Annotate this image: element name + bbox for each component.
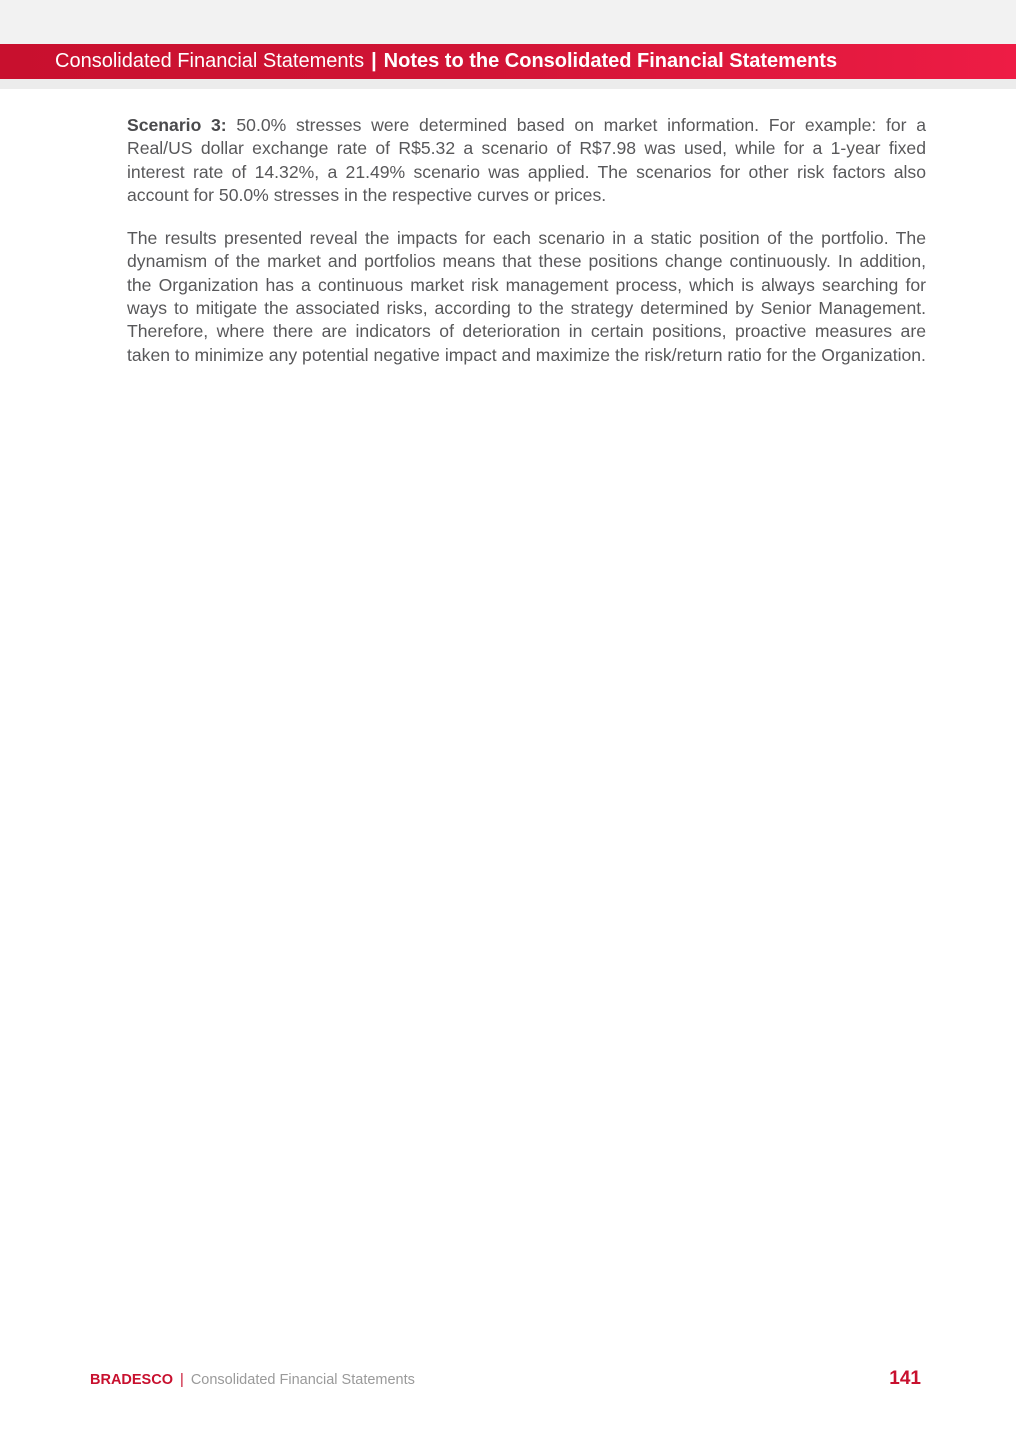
page-header-banner	[0, 44, 1016, 79]
header-document-title: Consolidated Financial Statements	[55, 50, 365, 72]
footer-document-title: Consolidated Financial Statements	[190, 1372, 415, 1388]
top-margin-strip	[0, 0, 1016, 44]
header-section-title: Notes to the Consolidated Financial Statements	[383, 50, 838, 72]
main-content	[127, 114, 926, 387]
scenario-3-text: 50.0% stresses were determined based on market information. For example: for a Real/US dollar exchange rate of R$5.32 a scenario of R$7.98 was used, while for a 1-year fixed interest rate of 14.32%, a 21.49% scenario was applied. The scenarios for other risk factors also account for 50.0% stresses in the respective curves or prices.	[127, 115, 926, 205]
header-divider	[0, 79, 1016, 89]
footer-brand-name: BRADESCO	[90, 1372, 173, 1388]
scenario-3-label: Scenario 3:	[127, 115, 227, 135]
header-separator: |	[371, 50, 377, 72]
footer-separator: |	[180, 1372, 184, 1388]
results-paragraph: The results presented reveal the impacts for each scenario in a static position of the portfolio. The dynamism of the market and portfolios means that these positions change continuously. In addition, the Organization has a continuous market risk management process, which is always searching for ways to mitigate the associated risks, according to the strategy determined by Senior Management. Therefore, where there are indicators of deterioration in certain positions, proactive measures are taken to minimize any potential negative impact and maximize the risk/return ratio for the Organization.	[127, 228, 926, 365]
scenario-3-paragraph	[127, 114, 926, 207]
page-footer	[90, 1372, 415, 1388]
page-number: 141	[889, 1368, 921, 1389]
